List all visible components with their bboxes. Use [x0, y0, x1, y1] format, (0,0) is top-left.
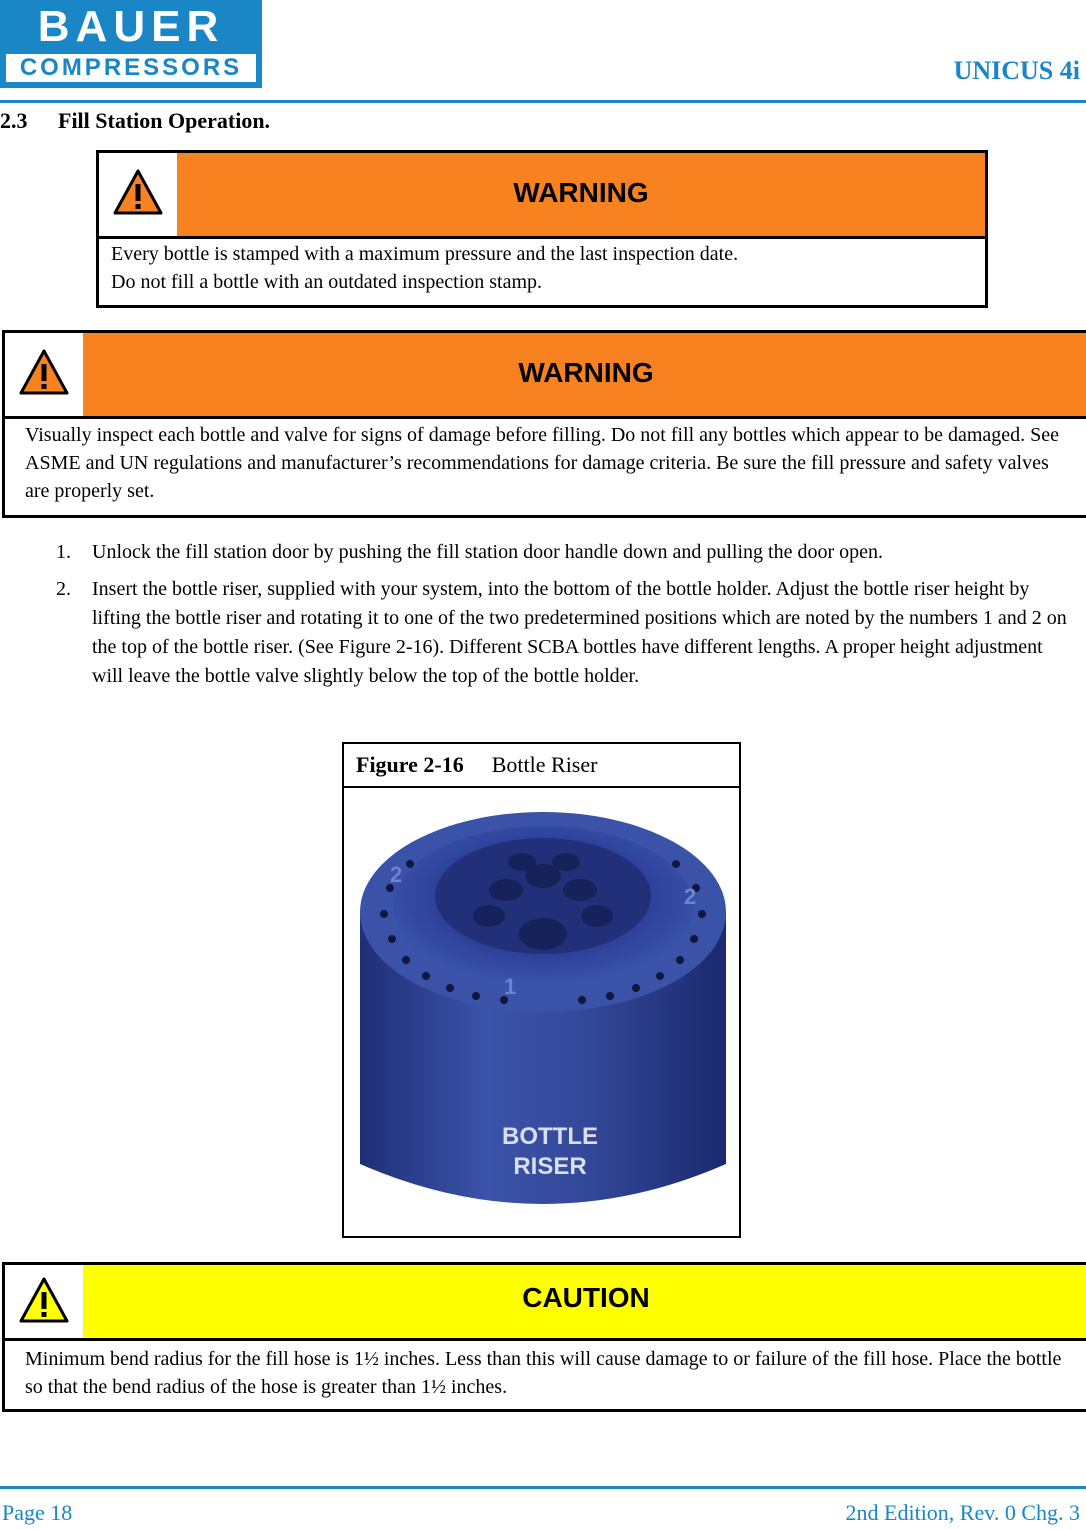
warning-header [99, 153, 985, 239]
warning-body: Visually inspect each bottle and valve for signs of damage before filling. Do not fill any bottles which appear to be damaged. See ASME and UN regulations and manufacturer’s recommendations for damage criteria. Be sure the fill pressure and safety valves are properly set. [25, 424, 1060, 502]
figure-bottle-riser [342, 742, 741, 1238]
figure-label: Figure 2-16 [356, 752, 464, 777]
list-item [56, 575, 1078, 691]
step-text: Unlock the fill station door by pushing the fill station door handle down and pulling the door open. [92, 541, 883, 563]
figure-caption-text: Bottle Riser [491, 752, 598, 777]
figure-caption [344, 744, 739, 788]
bauer-logo [0, 0, 262, 88]
section-number: 2.3 [0, 108, 28, 133]
warning-box-inspection [96, 150, 988, 308]
page-number: Page 18 [2, 1500, 73, 1525]
footer-rule [0, 1486, 1086, 1489]
warning-line: Every bottle is stamped with a maximum pressure and the last inspection date. [111, 243, 739, 265]
step-text: Insert the bottle riser, supplied with your system, into the bottom of the bottle holder. Adjust the bottle riser height by lifting the bottle riser and rotating it to one of the two predetermined positions which are noted by the numbers 1 and 2 on the top of the bottle riser. (See Figure 2-16). Different SCBA bottles have different lengths. A proper height adjustment will leave the bottle valve slightly below the top of the bottle holder. [92, 578, 1067, 687]
warning-triangle-icon [99, 153, 177, 236]
step-number: 2. [56, 578, 71, 600]
section-heading [0, 108, 270, 134]
riser-label-line2: RISER [513, 1153, 587, 1180]
caution-body: Minimum bend radius for the fill hose is 1½ inches. Less than this will cause damage to or failure of the fill hose. Place the bottle so that the bend radius of the hose is greater than 1½ inches. [25, 1348, 1062, 1398]
list-item [56, 538, 1080, 567]
warning-triangle-icon [5, 333, 83, 416]
edition-info: 2nd Edition, Rev. 0 Chg. 3 [845, 1500, 1080, 1525]
header-rule [0, 100, 1086, 103]
caution-header [5, 1265, 1086, 1341]
position-mark-2-right: 2 [684, 884, 697, 909]
warning-body [99, 239, 985, 296]
warning-line: Do not fill a bottle with an outdated inspection stamp. [111, 271, 543, 293]
procedure-steps [56, 538, 1080, 699]
logo-subtitle: COMPRESSORS [6, 54, 256, 82]
position-mark-1: 1 [504, 974, 517, 999]
warning-header [5, 333, 1086, 419]
warning-box-damage [2, 330, 1086, 518]
position-mark-2-left: 2 [390, 862, 403, 887]
caution-triangle-icon [5, 1265, 83, 1338]
warning-title: WARNING [83, 333, 1086, 416]
warning-title: WARNING [177, 153, 985, 236]
section-title: Fill Station Operation. [58, 108, 271, 133]
product-name: UNICUS 4i [953, 56, 1080, 85]
logo-wordmark: BAUER [37, 2, 225, 51]
caution-box-bend-radius [2, 1262, 1086, 1412]
riser-label-line1: BOTTLE [502, 1123, 598, 1150]
caution-title: CAUTION [83, 1265, 1086, 1338]
step-number: 1. [56, 541, 71, 563]
bottle-riser-image [354, 804, 732, 1224]
